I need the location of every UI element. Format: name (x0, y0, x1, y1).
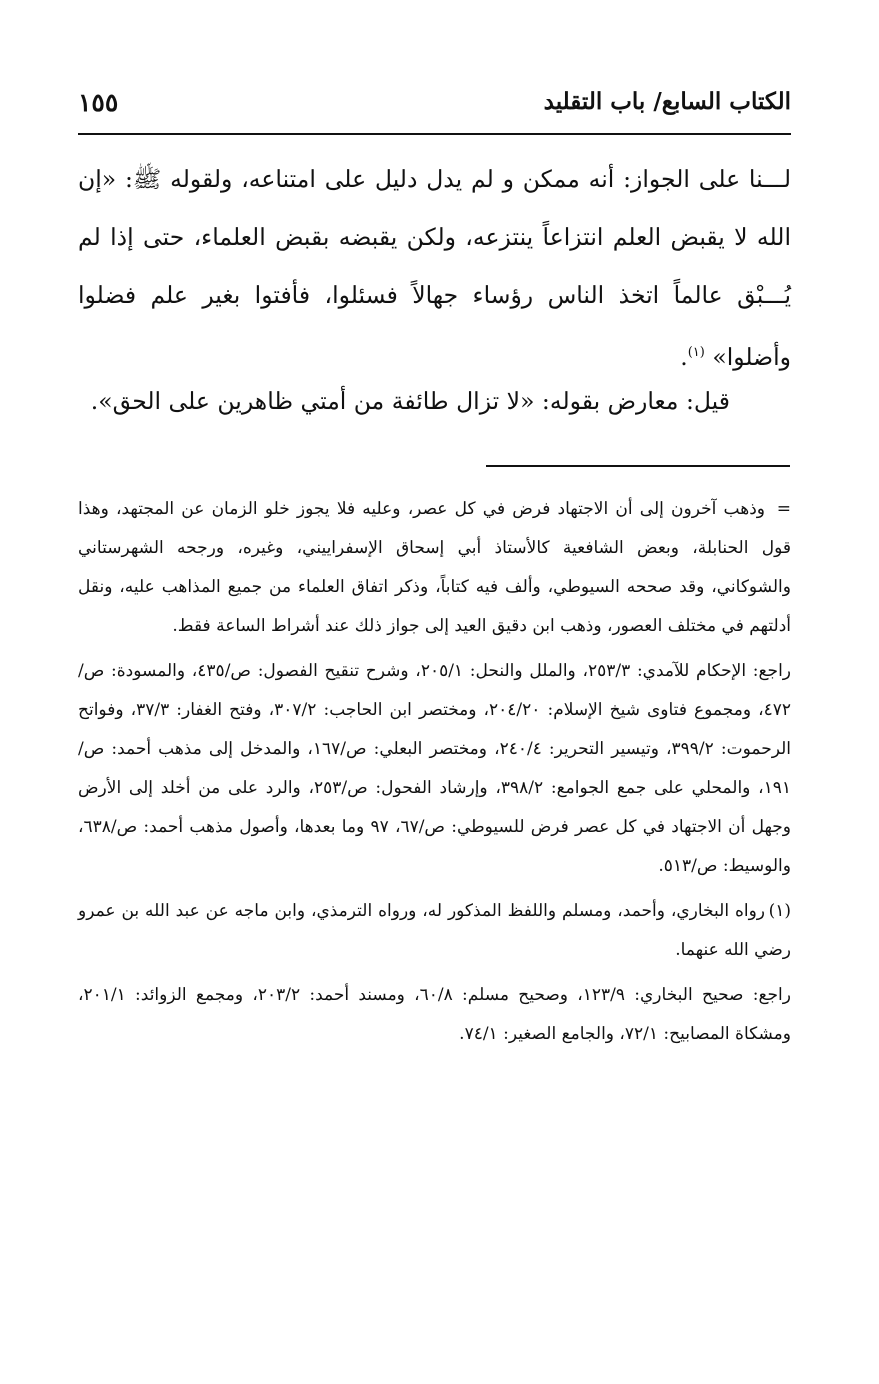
objection-paragraph: قيل: معارض بقوله: «لا تزال طائفة من أمتي ظاهرين على الحق». (90, 387, 730, 415)
footnote-1 (78, 892, 791, 970)
footnote-continuation (78, 490, 791, 646)
footnote-references: راجع: الإحكام للآمدي: ٢٥٣/٣، والملل والنحل: ٢٠٥/١، وشرح تنقيح الفصول: ص/٤٣٥، والمسودة: ص/٤٧٢، ومجموع فتاوى شيخ الإسلام: ٢٠٤/٢٠، ومختصر ابن الحاجب: ٣٠٧/٢، وفتح الغفار: ٣٧/٣، وفواتح الرحموت: ٣٩٩/٢، وتيسير التحرير: ٢٤٠/٤، ومختصر البعلي: ص/١٦٧، والمدخل إلى مذهب أحمد: ص/١٩١، والمحلي على جمع الجوامع: ٣٩٨/٢، وإرشاد الفحول: ص/٢٥٣، والرد على من أخلد إلى الأرض وجهل أن الاجتهاد في كل عصر فرض للسيوطي: ص/٦٧، ٩٧ وما بعدها، وأصول مذهب أحمد: ص/٦٣٨، والوسيط: ص/٥١٣. (78, 661, 792, 876)
continuation-text: وذهب آخرون إلى أن الاجتهاد فرض في كل عصر، وعليه فلا يجوز خلو الزمان عن المجتهد، وهذا قول الحنابلة، وبعض الشافعية كالأستاذ أبي إسحاق الإسفراييني، وغيره، ورجحه الشهرستاني والشوكاني، وقد صححه السيوطي، وألف فيه كتاباً، وذكر اتفاق العلماء من جميع المذاهب عليه، ونقل أدلتهم في مختلف العصور، وذهب ابن دقيق العيد إلى جواز ذلك عند أشراط الساعة فقط. (78, 499, 791, 636)
footnote-1-number: (١) (768, 901, 791, 921)
page-number: ١٥٥ (78, 88, 119, 117)
chapter-title: الكتاب السابع/ باب التقليد (543, 88, 791, 115)
main-paragraph (78, 150, 791, 386)
footnote-reference: (١) (687, 345, 705, 360)
footnote-separator (486, 465, 790, 467)
footnotes (78, 490, 791, 1054)
footnote-1-text: رواه البخاري، وأحمد، ومسلم واللفظ المذكور له، ورواه الترمذي، وابن ماجه عن عبد الله بن عمرو رضي الله عنهما. (78, 901, 791, 960)
main-paragraph-text: لـــنا على الجواز: أنه ممكن و لم يدل دليل على امتناعه، ولقوله ﷺ: «إن الله لا يقبض العلم انتزاعاً ينتزعه، ولكن يقبضه بقبض العلماء، حتى إذا لم يُـــبْق عالماً اتخذ الناس رؤساء جهالاً فسئلوا، فأفتوا بغير علم فضلوا وأضلوا» (78, 165, 791, 371)
continuation-mark: = (776, 499, 791, 519)
running-header (78, 88, 791, 130)
header-rule (78, 133, 791, 135)
footnote-1-references: راجع: صحيح البخاري: ١٢٣/٩، وصحيح مسلم: ٦٠/٨، ومسند أحمد: ٢٠٣/٢، ومجمع الزوائد: ٢٠١/١، ومشكاة المصابيح: ٧٢/١، والجامع الصغير: ٧٤/١. (78, 985, 791, 1044)
main-paragraph-end: . (680, 342, 688, 371)
